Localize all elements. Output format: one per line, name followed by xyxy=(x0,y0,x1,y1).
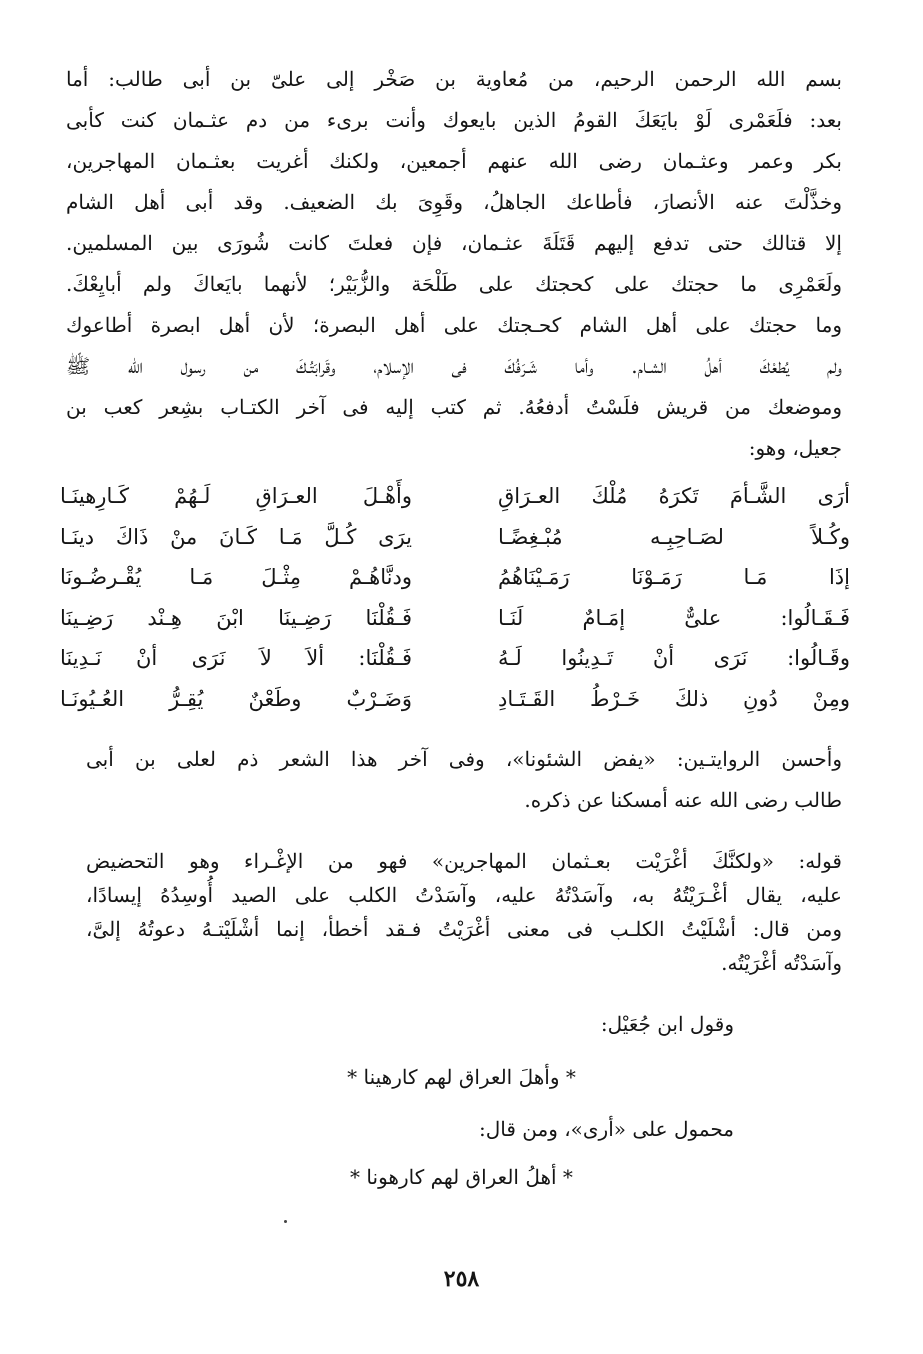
poem-second-hemistich: ودنَّاهُـمْ مِثْـلَ مَـا يُقْـرضُـونَا xyxy=(60,565,412,589)
letter-paragraph xyxy=(66,59,842,469)
quoted-verse: * أهلُ العراق لهم كارهونا * xyxy=(350,1165,573,1189)
text-line: وأحسن الروايتـين: «يفض الشئونا»، وفى آخر هذا الشعر ذم لعلى بن أبى xyxy=(86,747,842,771)
poem-block xyxy=(60,476,850,719)
poem-first-hemistich: فَـقَـالُوا: علىٌّ إمَـامٌ لَنَـا xyxy=(498,605,850,630)
poem-verse xyxy=(60,476,850,517)
text-line: وما حجتك على أهل الشام كحـجتك على أهل البصرة؛ لأن أهل ابصرة أطاعوك xyxy=(66,313,842,337)
text-line: طالب رضى الله عنه أمسكنا عن ذكره. xyxy=(524,788,842,812)
text-line: ولم يُطعْكَ أهلُ الشـام. وأما شَـرَفُكَ فى الإسلام، وقَرابَتُـكَ من رسول الله ﷺ xyxy=(66,354,842,378)
commentary-paragraph xyxy=(86,739,842,821)
text-line: وموضعك من قريش فلَسْتُ أدفعُهُ. ثم كتب إليه فى آخر الكتـاب بشِعر كعب بن xyxy=(66,395,842,419)
poem-second-hemistich: فَـقُلْنَا رَضِـينَا ابْنَ هِـنْد رَضِـينَا xyxy=(60,605,412,630)
poem-first-hemistich: أرَى الشَّـأمَ تَكرَهُ مُلْكَ العـرَاقِ xyxy=(498,484,850,508)
poem-first-hemistich: وقَـالُوا: نَرَى أنْ تَـدِينُوا لَـهُ xyxy=(498,646,850,670)
poem-first-hemistich: إذَا مَـا رَمَـوْنَا رَمَـيْنَاهُمُ xyxy=(498,565,850,589)
poem-first-hemistich: وكُـلاً لصَـاحِبِـه مُبْـغِضًـا xyxy=(498,524,850,549)
text-line: بعد: فلَعَمْرى لَوْ بايَعَكَ القومُ الذين بايعوك وأنت برىء من دم عثـمان كنت كأبى xyxy=(66,108,842,132)
poem-second-hemistich: فَـقُلْنَا: ألاَ لاَ نَرَى أنْ نَـدِينَا xyxy=(60,646,412,670)
poem-verse xyxy=(60,598,850,639)
poem-second-hemistich: وأَهْـلَ العـرَاقِ لَـهُمْ كَـارِهينَـا xyxy=(60,484,412,508)
page-number: ٢٥٨ xyxy=(443,1266,480,1292)
poem-first-hemistich: ومِنْ دُونِ ذلكَ خَـرْطُ القَـتَـادِ xyxy=(498,686,850,711)
text-line: إلا قتالك حتى تدفع إليهم قَتَلَةَ عثـمان، فإن فعلتَ كانت شُورَى بين المسلمين. xyxy=(66,231,842,255)
text-line: عليه، يقال أغْـرَيْتُهُ به، وآسَدْتُهُ عليه، وآسَدْتُ الكلب على الصيد أُوسِدُهُ إيسادًا، xyxy=(86,883,842,907)
poem-second-hemistich: وَضَـرْبٌ وطَعْنٌ يُقِـرُّ العُـيُونَـا xyxy=(60,686,412,711)
quote-intro: وقول ابن جُعَيْل: xyxy=(600,1012,734,1036)
text-line: بسم الله الرحمن الرحيم، من مُعاوية بن صَخْر إلى علىّ بن أبى طالب: أما xyxy=(66,67,842,91)
poem-verse xyxy=(60,638,850,679)
poem-verse xyxy=(60,557,850,598)
ink-speck xyxy=(284,1220,287,1223)
text-line: بكر وعمر وعثـمان رضى الله عنهم أجمعين، ولكنك أغريت بعثـمان المهاجرين، xyxy=(66,149,842,173)
text-line: ولَعَمْرِى ما حجتك على كحجتك على طَلْحَة والزُّبَيْر؛ لأنهما بايَعاكَ ولم أبايِعْكَ. xyxy=(66,272,842,296)
quote-intro: محمول على «أرى»، ومن قال: xyxy=(478,1117,734,1141)
poem-verse xyxy=(60,517,850,558)
text-line: جعيل، وهو: xyxy=(748,436,842,460)
poem-second-hemistich: يرَى كُـلَّ مَـا كَـانَ منْ ذَاكَ دينَـا xyxy=(60,524,412,549)
poem-verse xyxy=(60,679,850,720)
text-line: وآسَدْتُه أغْرَيْتُه. xyxy=(721,951,842,975)
text-line: ومن قال: أشْلَيْتُ الكلـب فى معنى أغْرَيْتُ فـقد أخطأ، إنما أشْلَيْتـهُ دعوتُهُ إلىَّ، xyxy=(86,917,842,941)
explanation-paragraph xyxy=(86,844,842,980)
text-line: وخذَّلْتَ عنه الأنصارَ، فأطاعك الجاهلُ، وقَوِىَ بك الضعيف. وقد أبى أهل الشام xyxy=(66,190,842,214)
quoted-verse: * وأهلَ العراق لهم كارهينا * xyxy=(347,1065,576,1089)
text-line: قوله: «ولكنَّكَ أغْرَيْت بعـثمان المهاجرين» فهو من الإغْـراء وهو التحضيض xyxy=(86,849,842,873)
